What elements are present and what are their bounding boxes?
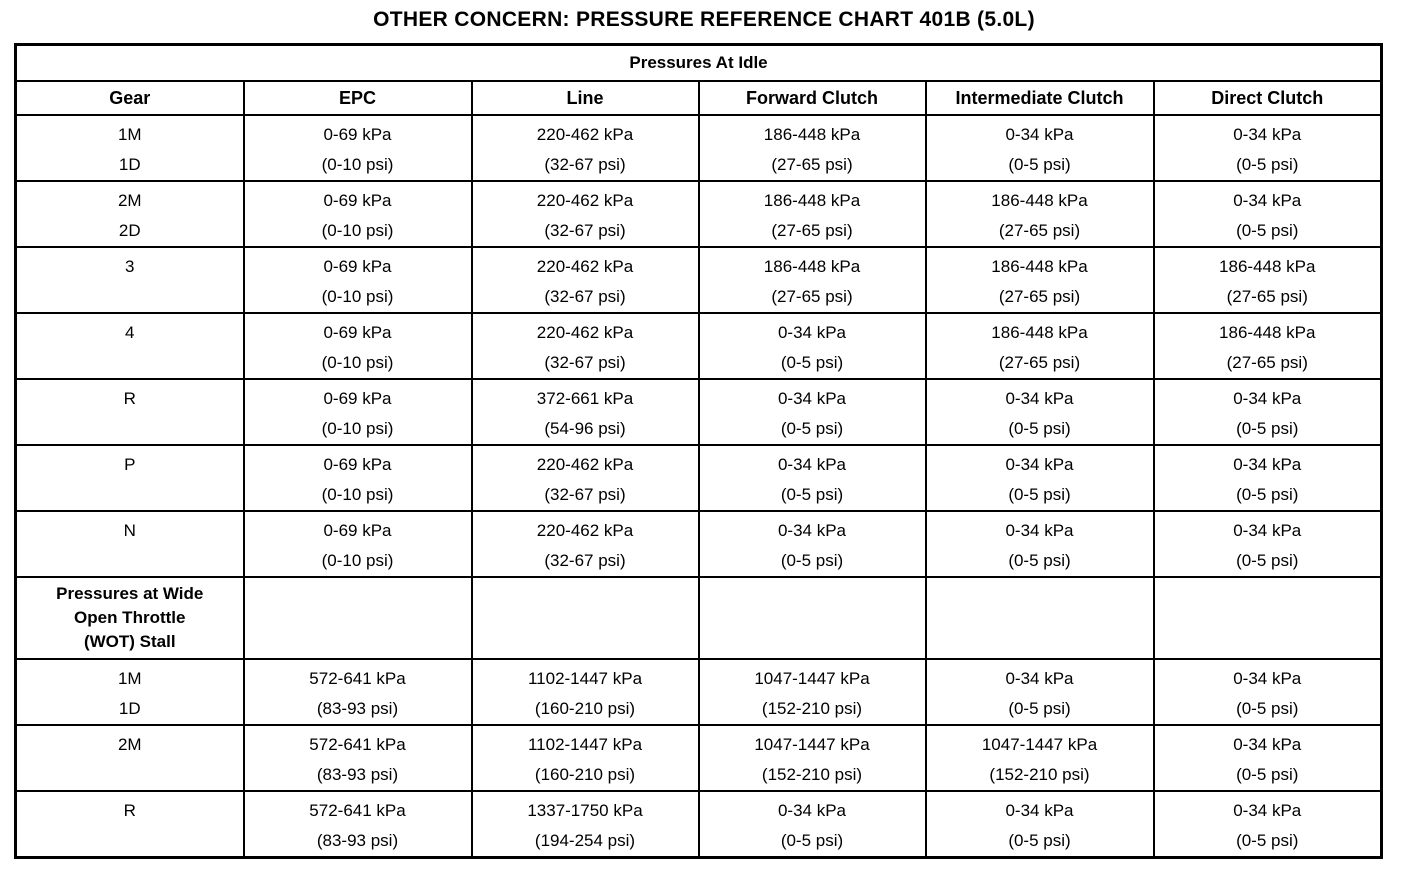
gear-label: [17, 414, 243, 444]
pressure-kpa: 186-448 kPa: [1219, 322, 1316, 342]
pressure-cell: [244, 791, 472, 858]
pressure-kpa: 220-462 kPa: [536, 190, 634, 210]
gear-label: P: [124, 454, 136, 474]
gear-label: [17, 282, 243, 312]
pressure-psi: (0-5 psi): [1236, 830, 1299, 850]
gear-label: [17, 826, 243, 856]
gear-label: 2D: [118, 220, 141, 240]
gear-label: 4: [125, 322, 135, 342]
pressure-cell: [926, 725, 1154, 791]
pressure-psi: (0-5 psi): [1236, 484, 1299, 504]
pressure-psi: (32-67 psi): [544, 154, 626, 174]
pressure-psi: (0-10 psi): [321, 352, 394, 372]
pressure-psi: (54-96 psi): [544, 418, 626, 438]
pressure-psi: (0-5 psi): [780, 418, 844, 438]
pressure-kpa: 572-641 kPa: [309, 800, 406, 820]
pressure-kpa: 0-34 kPa: [777, 520, 847, 540]
pressure-kpa: 0-34 kPa: [777, 388, 847, 408]
pressure-cell: [926, 247, 1154, 313]
pressure-cell: [699, 247, 926, 313]
pressure-psi: (160-210 psi): [534, 764, 636, 784]
pressure-kpa: 186-448 kPa: [991, 256, 1088, 276]
pressure-cell: [472, 247, 699, 313]
pressure-kpa: 0-34 kPa: [1005, 454, 1074, 474]
pressure-kpa: 220-462 kPa: [536, 256, 634, 276]
pressure-cell: [1154, 181, 1382, 247]
pressure-psi: (0-5 psi): [1236, 764, 1299, 784]
pressure-psi: (0-5 psi): [780, 484, 844, 504]
pressure-psi: (32-67 psi): [544, 220, 626, 240]
pressure-psi: (27-65 psi): [1226, 352, 1308, 372]
pressure-kpa: 220-462 kPa: [536, 322, 634, 342]
wot-section-label-line: Open Throttle: [74, 607, 186, 627]
pressure-cell: [472, 511, 699, 577]
gear-cell: [16, 247, 244, 313]
pressure-cell: [244, 181, 472, 247]
pressure-kpa: 186-448 kPa: [991, 190, 1088, 210]
pressure-kpa: 1337-1750 kPa: [527, 800, 643, 820]
pressure-kpa: 372-661 kPa: [536, 388, 634, 408]
pressure-kpa: 0-34 kPa: [1005, 800, 1074, 820]
pressure-psi: (0-5 psi): [780, 550, 844, 570]
empty-cell: [1154, 577, 1382, 659]
pressure-psi: (0-10 psi): [321, 286, 394, 306]
gear-cell: [16, 379, 244, 445]
pressure-cell: [1154, 247, 1382, 313]
gear-label: [17, 348, 243, 378]
empty-cell: [926, 577, 1154, 659]
wot-section-label-line: (WOT) Stall: [83, 631, 176, 651]
column-header: Line: [472, 81, 699, 115]
pressure-psi: (0-5 psi): [1008, 484, 1071, 504]
table-row: [16, 115, 1382, 181]
pressure-cell: [1154, 659, 1382, 725]
gear-cell: [16, 181, 244, 247]
pressure-psi: (83-93 psi): [316, 830, 399, 850]
table-row: [16, 181, 1382, 247]
column-header: Gear: [16, 81, 244, 115]
pressure-cell: [244, 659, 472, 725]
pressure-psi: (160-210 psi): [534, 698, 636, 718]
pressure-cell: [472, 181, 699, 247]
gear-cell: [16, 445, 244, 511]
gear-label: 1D: [118, 698, 141, 718]
gear-cell: [16, 659, 244, 725]
empty-cell: [472, 577, 699, 659]
pressure-kpa: 1047-1447 kPa: [981, 734, 1098, 754]
pressure-kpa: 0-69 kPa: [323, 190, 392, 210]
gear-label: 1M: [117, 124, 142, 144]
pressure-psi: (27-65 psi): [771, 286, 853, 306]
empty-cell: [699, 577, 926, 659]
table-body: [16, 45, 1382, 858]
pressure-kpa: 0-34 kPa: [1233, 124, 1302, 144]
pressure-cell: [926, 511, 1154, 577]
table-row: [16, 659, 1382, 725]
pressure-psi: (32-67 psi): [544, 484, 626, 504]
pressure-psi: (32-67 psi): [544, 352, 626, 372]
pressure-cell: [1154, 313, 1382, 379]
column-header: EPC: [244, 81, 472, 115]
pressure-psi: (32-67 psi): [544, 286, 626, 306]
pressure-kpa: 1047-1447 kPa: [754, 668, 870, 688]
pressure-kpa: 186-448 kPa: [1219, 256, 1316, 276]
gear-label: 3: [125, 256, 135, 276]
pressure-cell: [472, 379, 699, 445]
pressure-psi: (0-10 psi): [321, 550, 394, 570]
pressure-cell: [472, 725, 699, 791]
pressure-cell: [1154, 725, 1382, 791]
pressure-kpa: 0-34 kPa: [777, 322, 847, 342]
pressure-kpa: 0-34 kPa: [1233, 190, 1302, 210]
table-row: [16, 791, 1382, 858]
pressure-psi: (0-5 psi): [1008, 154, 1071, 174]
pressure-cell: [244, 511, 472, 577]
pressure-psi: (27-65 psi): [998, 286, 1081, 306]
pressure-kpa: 0-69 kPa: [323, 322, 392, 342]
pressure-cell: [926, 445, 1154, 511]
pressure-kpa: 220-462 kPa: [536, 520, 634, 540]
table-row: [16, 445, 1382, 511]
gear-cell: [16, 511, 244, 577]
pressure-kpa: 0-34 kPa: [1233, 454, 1302, 474]
pressure-cell: [926, 313, 1154, 379]
pressure-cell: [699, 379, 926, 445]
gear-cell: [16, 725, 244, 791]
pressure-psi: (83-93 psi): [316, 698, 399, 718]
pressure-cell: [472, 445, 699, 511]
empty-cell: [244, 577, 472, 659]
pressure-cell: [244, 725, 472, 791]
pressure-kpa: 186-448 kPa: [763, 190, 861, 210]
gear-label: 2M: [117, 190, 142, 210]
pressure-kpa: 0-34 kPa: [1005, 520, 1074, 540]
gear-label: 2M: [117, 734, 142, 754]
gear-label: [17, 480, 243, 510]
pressure-kpa: 0-34 kPa: [1233, 800, 1302, 820]
pressure-psi: (152-210 psi): [989, 764, 1090, 784]
column-header: Intermediate Clutch: [926, 81, 1154, 115]
idle-section-header: Pressures At Idle: [16, 45, 1382, 81]
pressure-kpa: 0-34 kPa: [1005, 124, 1074, 144]
table-row: [16, 379, 1382, 445]
pressure-psi: (194-254 psi): [534, 830, 636, 850]
pressure-cell: [926, 659, 1154, 725]
gear-label: 1D: [118, 154, 141, 174]
pressure-cell: [926, 181, 1154, 247]
table-row: [16, 725, 1382, 791]
pressure-psi: (0-10 psi): [321, 418, 394, 438]
pressure-kpa: 0-34 kPa: [1005, 668, 1074, 688]
pressure-cell: [699, 115, 926, 181]
wot-section-header: [16, 577, 244, 659]
pressure-kpa: 186-448 kPa: [763, 124, 861, 144]
pressure-psi: (0-10 psi): [321, 484, 394, 504]
pressure-cell: [1154, 379, 1382, 445]
pressure-psi: (0-5 psi): [1236, 698, 1299, 718]
pressure-cell: [244, 115, 472, 181]
column-header-row: [16, 81, 1382, 115]
pressure-kpa: 1102-1447 kPa: [527, 734, 643, 754]
table-row: [16, 247, 1382, 313]
pressure-cell: [244, 247, 472, 313]
pressure-cell: [1154, 115, 1382, 181]
pressure-cell: [472, 791, 699, 858]
pressure-kpa: 0-69 kPa: [323, 388, 392, 408]
table-row: [16, 511, 1382, 577]
pressure-kpa: 572-641 kPa: [309, 734, 406, 754]
pressure-cell: [1154, 791, 1382, 858]
pressure-cell: [472, 659, 699, 725]
pressure-cell: [699, 659, 926, 725]
pressure-cell: [472, 115, 699, 181]
page-title: OTHER CONCERN: PRESSURE REFERENCE CHART 401B (5.0L): [373, 8, 1035, 31]
pressure-psi: (0-5 psi): [780, 352, 844, 372]
pressure-psi: (83-93 psi): [316, 764, 399, 784]
pressure-psi: (0-5 psi): [780, 830, 844, 850]
pressure-kpa: 0-69 kPa: [323, 454, 392, 474]
wot-section-row: [16, 577, 1382, 659]
pressure-cell: [699, 313, 926, 379]
pressure-psi: (27-65 psi): [1226, 286, 1308, 306]
table-row: [16, 313, 1382, 379]
pressure-kpa: 0-34 kPa: [1233, 668, 1302, 688]
pressure-cell: [926, 115, 1154, 181]
pressure-cell: [699, 725, 926, 791]
pressure-kpa: 0-34 kPa: [777, 454, 847, 474]
pressure-cell: [699, 445, 926, 511]
pressure-cell: [699, 511, 926, 577]
pressure-kpa: 0-69 kPa: [323, 124, 392, 144]
pressure-reference-table: [14, 43, 1383, 859]
pressure-cell: [926, 379, 1154, 445]
pressure-kpa: 220-462 kPa: [536, 454, 634, 474]
gear-label: R: [123, 388, 136, 408]
pressure-cell: [699, 181, 926, 247]
gear-label: N: [123, 520, 136, 540]
pressure-psi: (0-10 psi): [321, 220, 394, 240]
pressure-psi: (27-65 psi): [771, 154, 853, 174]
gear-cell: [16, 313, 244, 379]
pressure-cell: [926, 791, 1154, 858]
pressure-psi: (0-5 psi): [1236, 550, 1299, 570]
pressure-kpa: 1047-1447 kPa: [754, 734, 870, 754]
gear-label: [17, 546, 243, 576]
pressure-cell: [699, 791, 926, 858]
pressure-psi: (152-210 psi): [761, 764, 863, 784]
pressure-psi: (27-65 psi): [998, 352, 1081, 372]
pressure-kpa: 0-34 kPa: [1005, 388, 1074, 408]
pressure-kpa: 186-448 kPa: [763, 256, 861, 276]
gear-label: [17, 760, 243, 790]
idle-section-row: [16, 45, 1382, 81]
pressure-psi: (0-5 psi): [1236, 154, 1299, 174]
pressure-psi: (0-5 psi): [1236, 418, 1299, 438]
pressure-cell: [472, 313, 699, 379]
pressure-psi: (0-5 psi): [1008, 418, 1071, 438]
pressure-kpa: 0-34 kPa: [1233, 520, 1302, 540]
pressure-psi: (27-65 psi): [771, 220, 853, 240]
pressure-kpa: 0-34 kPa: [777, 800, 847, 820]
pressure-cell: [244, 445, 472, 511]
pressure-psi: (0-10 psi): [321, 154, 394, 174]
pressure-psi: (27-65 psi): [998, 220, 1081, 240]
pressure-kpa: 220-462 kPa: [536, 124, 634, 144]
pressure-kpa: 186-448 kPa: [991, 322, 1088, 342]
gear-cell: [16, 791, 244, 858]
pressure-cell: [1154, 445, 1382, 511]
wot-section-label-line: Pressures at Wide: [56, 583, 204, 603]
pressure-cell: [244, 313, 472, 379]
column-header: Forward Clutch: [699, 81, 926, 115]
pressure-psi: (152-210 psi): [761, 698, 863, 718]
pressure-psi: (0-5 psi): [1236, 220, 1299, 240]
gear-label: R: [123, 800, 136, 820]
pressure-kpa: 0-69 kPa: [323, 256, 392, 276]
pressure-cell: [244, 379, 472, 445]
pressure-psi: (0-5 psi): [1008, 830, 1071, 850]
pressure-kpa: 1102-1447 kPa: [527, 668, 643, 688]
pressure-kpa: 572-641 kPa: [309, 668, 406, 688]
column-header: Direct Clutch: [1154, 81, 1382, 115]
pressure-psi: (0-5 psi): [1008, 550, 1071, 570]
pressure-psi: (0-5 psi): [1008, 698, 1071, 718]
pressure-psi: (32-67 psi): [544, 550, 626, 570]
pressure-kpa: 0-34 kPa: [1233, 734, 1302, 754]
gear-label: 1M: [117, 668, 142, 688]
gear-cell: [16, 115, 244, 181]
pressure-kpa: 0-34 kPa: [1233, 388, 1302, 408]
pressure-kpa: 0-69 kPa: [323, 520, 392, 540]
pressure-cell: [1154, 511, 1382, 577]
